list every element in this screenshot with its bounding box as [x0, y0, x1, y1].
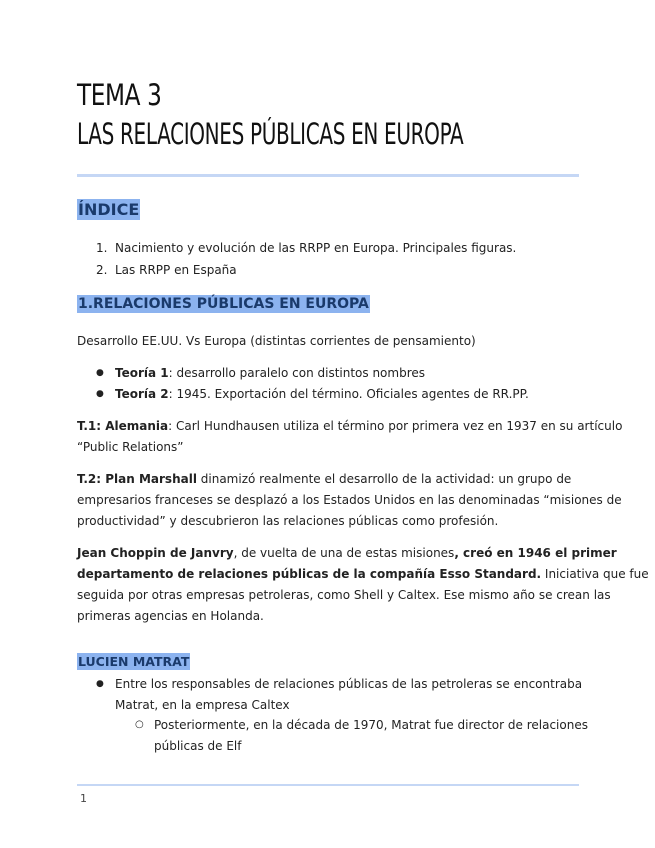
jean-text3: Iniciativa que fue — [541, 567, 649, 581]
theory-2-label: Teoría 2 — [115, 387, 169, 401]
index-item-1: Nacimiento y evolución de las RRPP en Europa. Principales figuras. — [115, 241, 517, 255]
jean-paragraph-line4: primeras agencias en Holanda. — [77, 609, 264, 623]
matrat-sub-line2: públicas de Elf — [154, 739, 242, 753]
t1-paragraph-line2: “Public Relations” — [77, 440, 184, 454]
t2-label: T.2: Plan Marshall — [77, 472, 197, 486]
index-heading: ÍNDICE — [78, 200, 140, 219]
theory-1-text: : desarrollo paralelo con distintos nombres — [168, 366, 426, 380]
bullet-icon: ● — [96, 679, 104, 689]
jean-bold2: , creó en 1946 el primer — [454, 546, 617, 560]
theory-1-item — [115, 366, 425, 380]
doc-title-line2: LAS RELACIONES PÚBLICAS EN EUROPA — [77, 117, 464, 151]
index-item-1-marker: 1. — [96, 241, 108, 255]
matrat-sub-line1: Posteriormente, en la década de 1970, Matrat fue director de relaciones — [154, 718, 588, 732]
jean-paragraph-line3: seguida por otras empresas petroleras, como Shell y Caltex. Ese mismo año se crean las — [77, 588, 611, 602]
theory-1-label: Teoría 1 — [115, 366, 169, 380]
t2-paragraph-line3: productividad” y descubrieron las relaciones públicas como profesión. — [77, 514, 499, 528]
t2-paragraph-line1 — [77, 472, 571, 486]
section1-intro: Desarrollo EE.UU. Vs Europa (distintas corrientes de pensamiento) — [77, 334, 476, 348]
bullet-icon: ● — [96, 368, 104, 378]
page-number: 1 — [80, 792, 87, 805]
matrat-bullet-line1: Entre los responsables de relaciones públicas de las petroleras se encontraba — [115, 677, 583, 691]
matrat-bullet-line2: Matrat, en la empresa Caltex — [115, 698, 290, 712]
jean-text1: , de vuelta de una de estas misiones — [233, 546, 455, 560]
jean-name: Jean Choppin de Janvry — [77, 546, 234, 560]
t2-text: dinamizó realmente el desarrollo de la actividad: un grupo de — [196, 472, 572, 486]
jean-bold3: departamento de relaciones públicas de la compañía Esso Standard. — [77, 567, 542, 581]
jean-paragraph-line2 — [77, 567, 649, 581]
theory-2-text: : 1945. Exportación del término. Oficiales agentes de RR.PP. — [168, 387, 529, 401]
title-divider — [77, 174, 579, 177]
theory-2-item — [115, 387, 529, 401]
footer-divider — [77, 784, 579, 786]
t1-paragraph-line1 — [77, 419, 622, 433]
t1-text: : Carl Hundhausen utiliza el término por primera vez en 1937 en su artículo — [168, 419, 623, 433]
index-item-2-marker: 2. — [96, 263, 108, 277]
section1-heading: 1.RELACIONES PÚBLICAS EN EUROPA — [78, 296, 369, 312]
jean-paragraph-line1 — [77, 546, 617, 560]
doc-title-line1: TEMA 3 — [77, 78, 162, 112]
t1-label: T.1: Alemania — [77, 419, 169, 433]
index-item-2: Las RRPP en España — [115, 263, 237, 277]
bullet-icon: ● — [96, 389, 104, 399]
t2-paragraph-line2: empresarios franceses se desplazó a los Estados Unidos en las denominadas “misiones de — [77, 493, 622, 507]
sub-bullet-icon: ○ — [135, 719, 144, 730]
matrat-heading: LUCIEN MATRAT — [78, 654, 190, 669]
